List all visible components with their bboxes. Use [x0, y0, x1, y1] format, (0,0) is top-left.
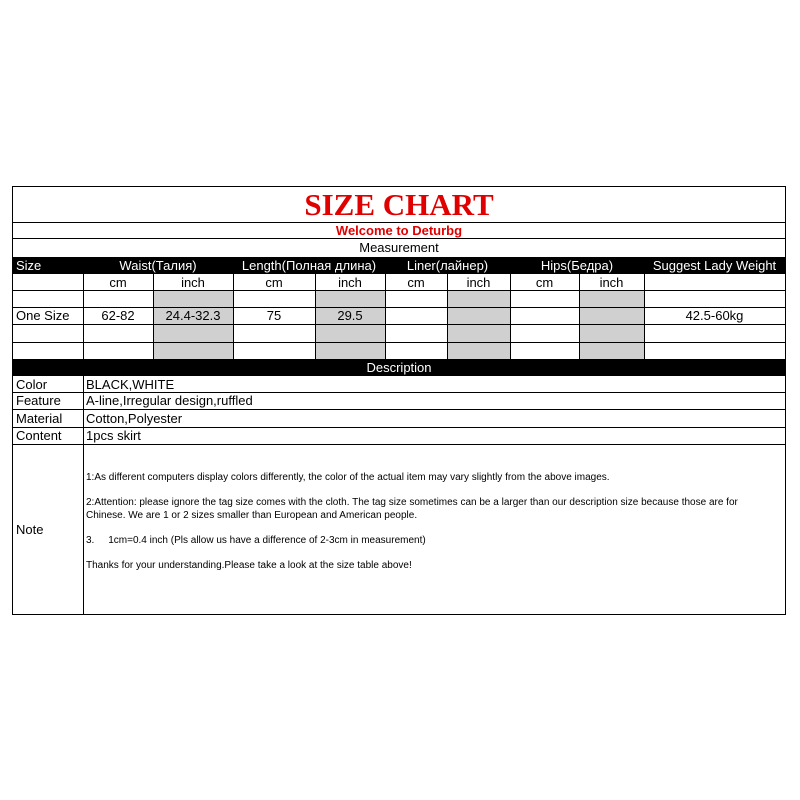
note-line-4: Thanks for your understanding.Please take a look at the size table above! [86, 560, 412, 571]
note-text [86, 471, 780, 584]
unit-waist-inch: inch [181, 274, 205, 290]
material-value: Cotton,Polyester [86, 410, 183, 426]
color-label: Color [16, 376, 48, 392]
material-label: Material [16, 410, 63, 426]
length-cm-value: 75 [266, 308, 282, 323]
chart-title: SIZE CHART [304, 186, 494, 222]
note-line-3: 3. 1cm=0.4 inch (Pls allow us have a difference of 2-3cm in measurement) [86, 535, 426, 546]
feature-label: Feature [16, 393, 61, 408]
waist-cm-value: 62-82 [101, 308, 135, 323]
header-weight: Suggest Lady Weight [652, 258, 777, 273]
header-waist: Waist(Талия) [119, 258, 197, 273]
welcome-text: Welcome to Deturbg [335, 222, 463, 238]
measurement-label: Measurement [359, 240, 439, 255]
note-label: Note [16, 521, 44, 537]
header-size: Size [16, 258, 42, 273]
note-line-1: 1:As different computers display colors differently, the color of the actual item may vary slightly from the above images. [86, 472, 610, 483]
color-value: BLACK,WHITE [86, 376, 175, 392]
unit-hips-cm: cm [535, 274, 554, 290]
weight-value: 42.5-60kg [685, 308, 744, 323]
note-line-2: 2:Attention: please ignore the tag size comes with the cloth. The tag size sometimes can be a larger than our description size because those are for Chinese. We are 1 or 2 sizes smaller than European and American people. [86, 497, 738, 521]
description-label: Description [366, 360, 432, 375]
content-label: Content [16, 428, 62, 443]
unit-length-cm: cm [265, 274, 283, 290]
unit-liner-cm: cm [407, 274, 425, 290]
header-liner: Liner(лайнер) [406, 258, 489, 273]
header-hips: Hips(Бедра) [540, 258, 614, 273]
unit-liner-inch: inch [466, 274, 491, 290]
feature-value: A-line,Irregular design,ruffled [86, 393, 253, 408]
size-one-size: One Size [16, 308, 70, 323]
header-length: Length(Полная длина) [241, 258, 377, 273]
unit-waist-cm: cm [109, 274, 127, 290]
unit-length-inch: inch [338, 274, 362, 290]
waist-inch-value: 24.4-32.3 [165, 308, 221, 323]
content-value: 1pcs skirt [86, 428, 141, 443]
length-inch-value: 29.5 [337, 308, 363, 323]
unit-hips-inch: inch [599, 274, 624, 290]
